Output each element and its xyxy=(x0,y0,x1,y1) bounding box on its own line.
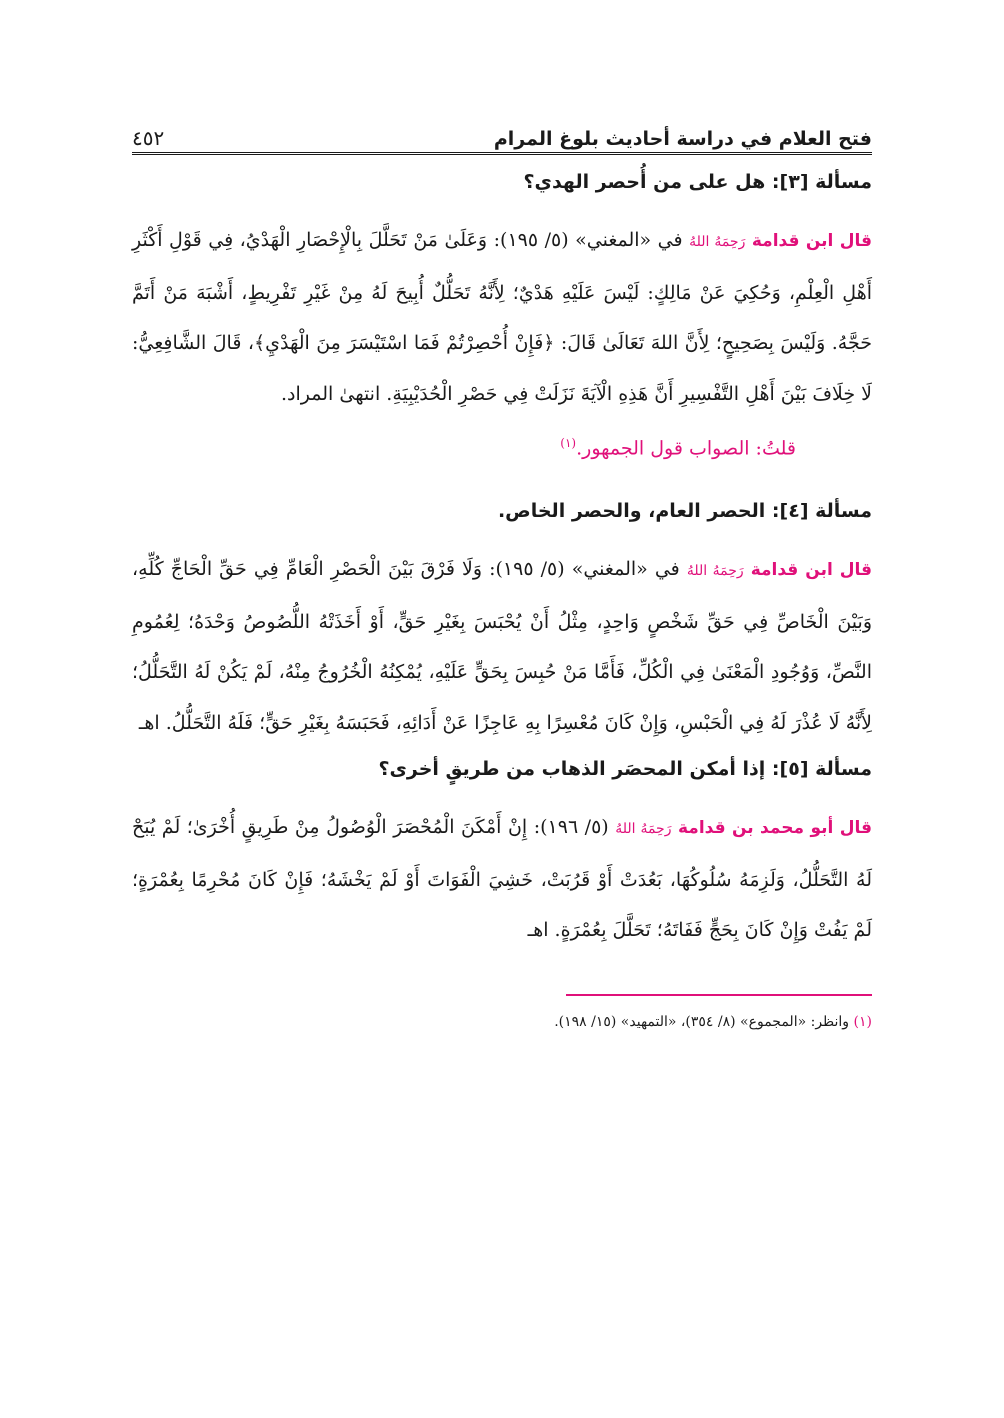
footnote xyxy=(132,1014,872,1030)
question-label: مسألة [٥]: xyxy=(771,758,872,781)
citation: في «المغني» (٥/ ١٩٥): xyxy=(489,558,680,581)
paragraph xyxy=(132,544,872,748)
question-title: الحصر العام، والحصر الخاص. xyxy=(497,500,766,523)
footnote-number: (١) xyxy=(853,1013,872,1030)
book-title: فتح العلام في دراسة أحاديث بلوغ المرام xyxy=(493,128,872,150)
honorific: رَحِمَهُ اللهُ xyxy=(689,234,746,250)
question-heading xyxy=(132,167,872,197)
quote-text: وَلَا فَرْقَ بَيْنَ الْحَصْرِ الْعَامِّ فِي حَقِّ الْحَاجِّ كُلِّهِ، وَبَيْنَ الْخَاصِّ فِي حَقِّ شَخْصٍ وَاحِدٍ، مِثْلُ أَنْ يُحْبَسَ بِغَيْرِ حَقٍّ، أَوْ أَخَذَتْهُ اللُّصُوصُ وَحْدَهُ؛ لِعُمُومِ النَّصِّ، وَوُجُودِ الْمَعْنَىٰ فِي الْكُلِّ، فَأَمَّا مَنْ حُبِسَ بِحَقٍّ عَلَيْهِ، يُمْكِنُهُ الْخُرُوجُ مِنْهُ، لَمْ يَكُنْ لَهُ التَّحَلُّلُ؛ لِأَنَّهُ لَا عُذْرَ لَهُ فِي الْحَبْسِ، وَإِنْ كَانَ مُعْسِرًا بِهِ عَاجِزًا عَنْ أَدَائِهِ، فَحَبَسَهُ بِغَيْرِ حَقٍّ؛ فَلَهُ التَّحَلُّلُ. اهـ xyxy=(132,558,872,734)
footnote-text: وانظر: «المجموع» (٨/ ٣٥٤)، «التمهيد» (١٥/ ١٩٨). xyxy=(554,1013,850,1030)
quote-text: وَعَلَىٰ مَنْ تَحَلَّلَ بِالْإِحْصَارِ الْهَدْيُ، فِي قَوْلِ أَكْثَرِ أَهْلِ الْعِلْمِ، وَحُكِيَ عَنْ مَالِكٍ: لَيْسَ عَلَيْهِ هَدْيٌ؛ لِأَنَّهُ تَحَلُّلٌ أُبِيحَ لَهُ مِنْ غَيْرِ تَفْرِيطٍ، أَشْبَهَ مَنْ أَتَمَّ حَجَّهُ. وَلَيْسَ بِصَحِيحٍ؛ لِأَنَّ اللهَ تَعَالَىٰ قَالَ: xyxy=(132,229,872,354)
running-header xyxy=(132,112,872,155)
honorific: رَحِمَهُ اللهُ xyxy=(686,563,744,580)
remark-text: قلتُ: الصواب قول الجمهور. xyxy=(576,437,796,460)
quran-verse: ﴿فَإِنْ أُحْصِرْتُمْ فَمَا اسْتَيْسَرَ مِنَ الْهَدْيِ﴾ xyxy=(253,332,555,354)
author-name: قال أبو محمد بن قدامة xyxy=(677,818,872,839)
author-name: قال ابن قدامة xyxy=(750,560,872,581)
author-remark xyxy=(132,423,872,468)
quote-text: إِنْ أَمْكَنَ الْمُحْصَرَ الْوُصُولُ مِنْ طَرِيقٍ أُخْرَىٰ؛ لَمْ يُبَحْ لَهُ التَّحَلُّلُ، وَلَزِمَهُ سُلُوكُهَا، بَعُدَتْ أَوْ قَرُبَتْ، خَشِيَ الْفَوَاتَ أَوْ لَمْ يَخْشَهُ؛ فَإِنْ كَانَ مُحْرِمًا بِعُمْرَةٍ؛ لَمْ يَفُتْ وَإِنْ كَانَ بِحَجٍّ فَفَاتَهُ؛ تَحَلَّلَ بِعُمْرَةٍ. اهـ xyxy=(132,816,872,942)
page xyxy=(132,112,872,1030)
citation: (٥/ ١٩٦): xyxy=(533,816,609,839)
citation: في «المغني» (٥/ ١٩٥): xyxy=(493,229,683,251)
quote-text-continued: ، قَالَ الشَّافِعِيُّ: لَا خِلَافَ بَيْنَ أَهْلِ التَّفْسِيرِ أَنَّ هَذِهِ الْآيَةَ نَزَلَتْ فِي حَصْرِ الْحُدَيْبِيَةِ. انتهىٰ المراد. xyxy=(132,332,872,405)
paragraph xyxy=(132,215,872,419)
footnote-ref[interactable]: (١) xyxy=(560,436,577,450)
author-name: قال ابن قدامة xyxy=(751,231,873,251)
question-label: مسألة [٣]: xyxy=(771,171,872,193)
question-title: إذا أمكن المحصَر الذهاب من طريقٍ أخرى؟ xyxy=(378,758,766,781)
honorific: رَحِمَهُ اللهُ xyxy=(615,821,672,838)
question-title: هل على من أُحصر الهدي؟ xyxy=(523,171,766,193)
footnote-divider xyxy=(566,994,872,996)
paragraph xyxy=(132,802,872,956)
question-heading xyxy=(132,496,872,526)
page-number: ٤٥٢ xyxy=(132,126,165,150)
question-label: مسألة [٤]: xyxy=(771,500,872,523)
question-heading xyxy=(132,754,872,784)
